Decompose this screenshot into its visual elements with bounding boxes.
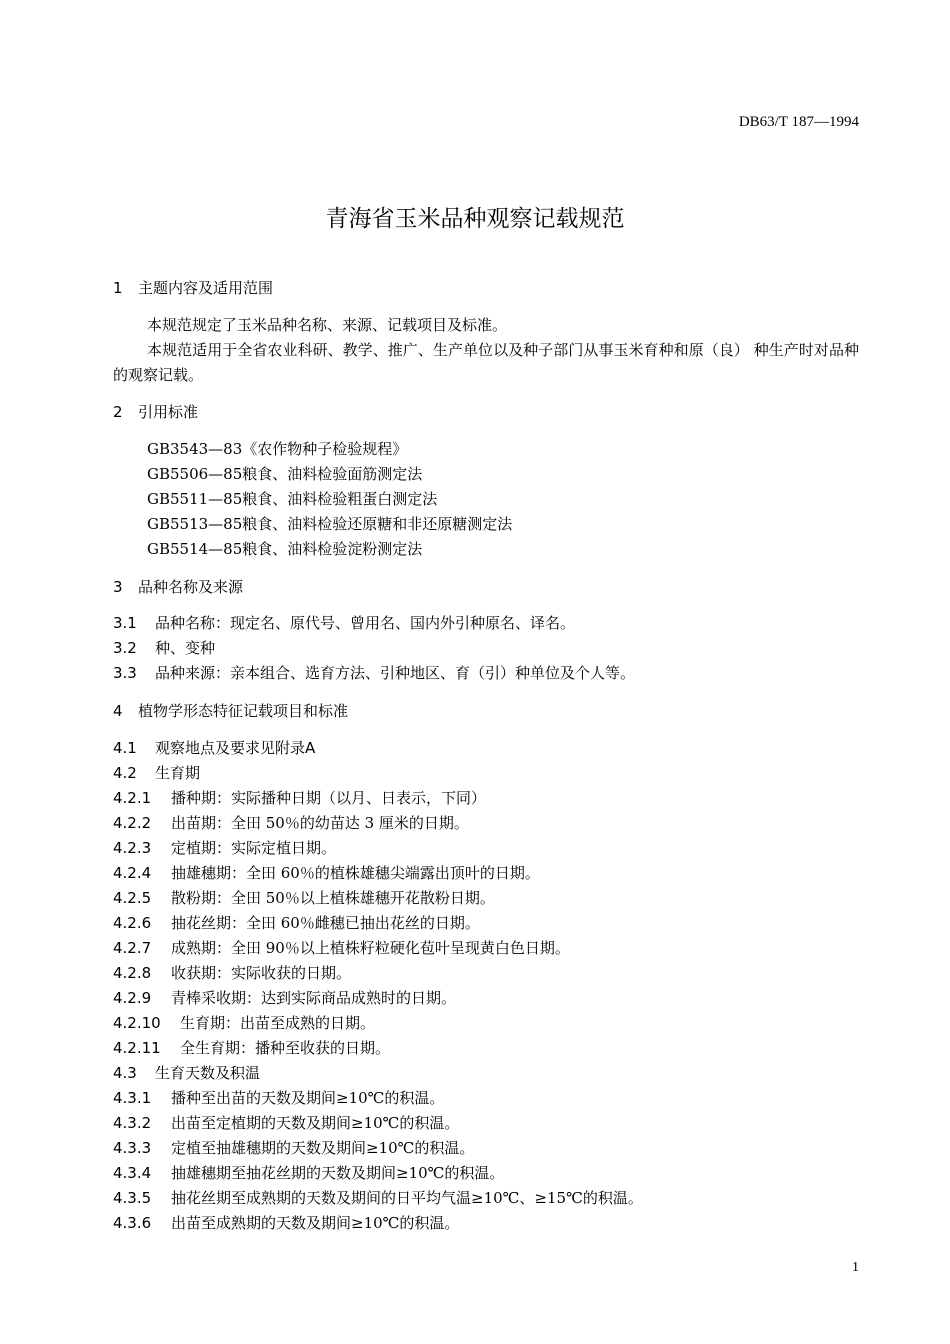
reference-item: GB5506—85粮食、油料检验面筋测定法 bbox=[147, 465, 423, 483]
clause-item bbox=[113, 863, 540, 883]
clause-number: 4.3.2 bbox=[113, 1114, 152, 1132]
document-title: 青海省玉米品种观察记载规范 bbox=[325, 206, 625, 232]
section-title: 引用标准 bbox=[138, 403, 199, 421]
clause-item bbox=[113, 1188, 643, 1208]
section-title: 品种名称及来源 bbox=[138, 578, 244, 596]
section-title: 植物学形态特征记载项目和标准 bbox=[138, 702, 349, 720]
clause-text: 抽雄穗期至抽花丝期的天数及期间≥10℃的积温。 bbox=[171, 1164, 505, 1182]
clause-number: 4.3.3 bbox=[113, 1139, 152, 1157]
section-number: 3 bbox=[113, 578, 123, 596]
clause-number: 4.2.8 bbox=[113, 964, 152, 982]
section-2-heading bbox=[113, 402, 198, 422]
clause-text: 生育期 bbox=[155, 764, 201, 782]
section-title: 主题内容及适用范围 bbox=[138, 279, 274, 297]
clause-number: 4.3.5 bbox=[113, 1189, 152, 1207]
clause-heading bbox=[113, 763, 200, 783]
clause-item bbox=[113, 813, 469, 833]
clause-text: 出苗期：全田 50％的幼苗达 3 厘米的日期。 bbox=[171, 814, 469, 832]
clause-text: 种、变种 bbox=[155, 639, 216, 657]
clause-item bbox=[113, 913, 480, 933]
page-number: 1 bbox=[852, 1260, 859, 1275]
clause-item bbox=[113, 963, 351, 983]
clause-heading bbox=[113, 738, 315, 758]
clause-text: 定植期：实际定植日期。 bbox=[171, 839, 337, 857]
clause-text: 品种名称：现定名、原代号、曾用名、国内外引种原名、译名。 bbox=[155, 614, 576, 632]
paragraph: 本规范规定了玉米品种名称、来源、记载项目及标准。 bbox=[147, 316, 508, 334]
section-4-heading bbox=[113, 701, 348, 721]
clause-number: 4.2.6 bbox=[113, 914, 152, 932]
section-number: 2 bbox=[113, 403, 123, 421]
clause-heading bbox=[113, 1063, 260, 1083]
clause-item bbox=[113, 838, 336, 858]
clause-item bbox=[113, 1138, 474, 1158]
clause-number: 4.2 bbox=[113, 764, 137, 782]
clause-number: 3.1 bbox=[113, 614, 137, 632]
clause-item bbox=[113, 613, 575, 633]
clause-number: 4.2.1 bbox=[113, 789, 152, 807]
standard-code: DB63/T 187—1994 bbox=[738, 114, 859, 130]
reference-item: GB5514—85粮食、油料检验淀粉测定法 bbox=[147, 540, 423, 558]
paragraph: 本规范适用于全省农业科研、教学、推广、生产单位以及种子部门从事玉米育种和原（良） 种生产时对品种的观察记载。 bbox=[113, 341, 859, 384]
clause-text: 抽花丝期：全田 60％雌穗已抽出花丝的日期。 bbox=[171, 914, 480, 932]
clause-item bbox=[113, 1013, 375, 1033]
clause-text: 全生育期：播种至收获的日期。 bbox=[180, 1039, 391, 1057]
clause-number: 4.2.11 bbox=[113, 1039, 161, 1057]
clause-text: 抽雄穗期：全田 60％的植株雄穗尖端露出顶叶的日期。 bbox=[171, 864, 540, 882]
clause-text: 成熟期：全田 90％以上植株籽粒硬化苞叶呈现黄白色日期。 bbox=[171, 939, 570, 957]
reference-item: GB5513—85粮食、油料检验还原糖和非还原糖测定法 bbox=[147, 515, 513, 533]
clause-number: 4.2.10 bbox=[113, 1014, 161, 1032]
reference-item: GB3543—83《农作物种子检验规程》 bbox=[147, 440, 408, 458]
clause-item bbox=[113, 1163, 504, 1183]
clause-item bbox=[113, 1038, 390, 1058]
clause-number: 4.2.7 bbox=[113, 939, 152, 957]
clause-item bbox=[113, 938, 570, 958]
clause-text: 播种期：实际播种日期（以月、日表示，下同） bbox=[171, 789, 487, 807]
clause-text: 播种至出苗的天数及期间≥10℃的积温。 bbox=[171, 1089, 445, 1107]
clause-number: 4.3 bbox=[113, 1064, 137, 1082]
clause-number: 4.2.4 bbox=[113, 864, 152, 882]
clause-item bbox=[113, 888, 495, 908]
clause-number: 3.2 bbox=[113, 639, 137, 657]
clause-text: 定植至抽雄穗期的天数及期间≥10℃的积温。 bbox=[171, 1139, 475, 1157]
clause-text: 散粉期：全田 50％以上植株雄穗开花散粉日期。 bbox=[171, 889, 495, 907]
clause-number: 4.3.1 bbox=[113, 1089, 152, 1107]
clause-text: 抽花丝期至成熟期的天数及期间的日平均气温≥10℃、≥15℃的积温。 bbox=[171, 1189, 643, 1207]
clause-item bbox=[113, 788, 486, 808]
clause-number: 4.2.9 bbox=[113, 989, 152, 1007]
clause-item bbox=[113, 1113, 459, 1133]
reference-item: GB5511—85粮食、油料检验粗蛋白测定法 bbox=[147, 490, 438, 508]
clause-number: 4.2.3 bbox=[113, 839, 152, 857]
clause-item bbox=[113, 988, 456, 1008]
clause-text: 青棒采收期：达到实际商品成熟时的日期。 bbox=[171, 989, 457, 1007]
clause-text: 观察地点及要求见附录A bbox=[155, 739, 316, 757]
section-number: 4 bbox=[113, 702, 123, 720]
clause-text: 收获期：实际收获的日期。 bbox=[171, 964, 352, 982]
clause-number: 4.2.5 bbox=[113, 889, 152, 907]
clause-text: 生育天数及积温 bbox=[155, 1064, 261, 1082]
clause-text: 品种来源：亲本组合、选育方法、引种地区、育（引）种单位及个人等。 bbox=[155, 664, 636, 682]
clause-item bbox=[113, 638, 215, 658]
section-number: 1 bbox=[113, 279, 123, 297]
clause-number: 4.3.6 bbox=[113, 1214, 152, 1232]
clause-text: 出苗至定植期的天数及期间≥10℃的积温。 bbox=[171, 1114, 460, 1132]
clause-item bbox=[113, 1213, 459, 1233]
clause-text: 出苗至成熟期的天数及期间≥10℃的积温。 bbox=[171, 1214, 460, 1232]
clause-item bbox=[113, 1088, 444, 1108]
clause-text: 生育期：出苗至成熟的日期。 bbox=[180, 1014, 376, 1032]
clause-item bbox=[113, 663, 635, 683]
clause-number: 3.3 bbox=[113, 664, 137, 682]
section-3-heading bbox=[113, 577, 243, 597]
section-1-heading bbox=[113, 278, 273, 298]
clause-number: 4.3.4 bbox=[113, 1164, 152, 1182]
clause-number: 4.2.2 bbox=[113, 814, 152, 832]
clause-number: 4.1 bbox=[113, 739, 137, 757]
